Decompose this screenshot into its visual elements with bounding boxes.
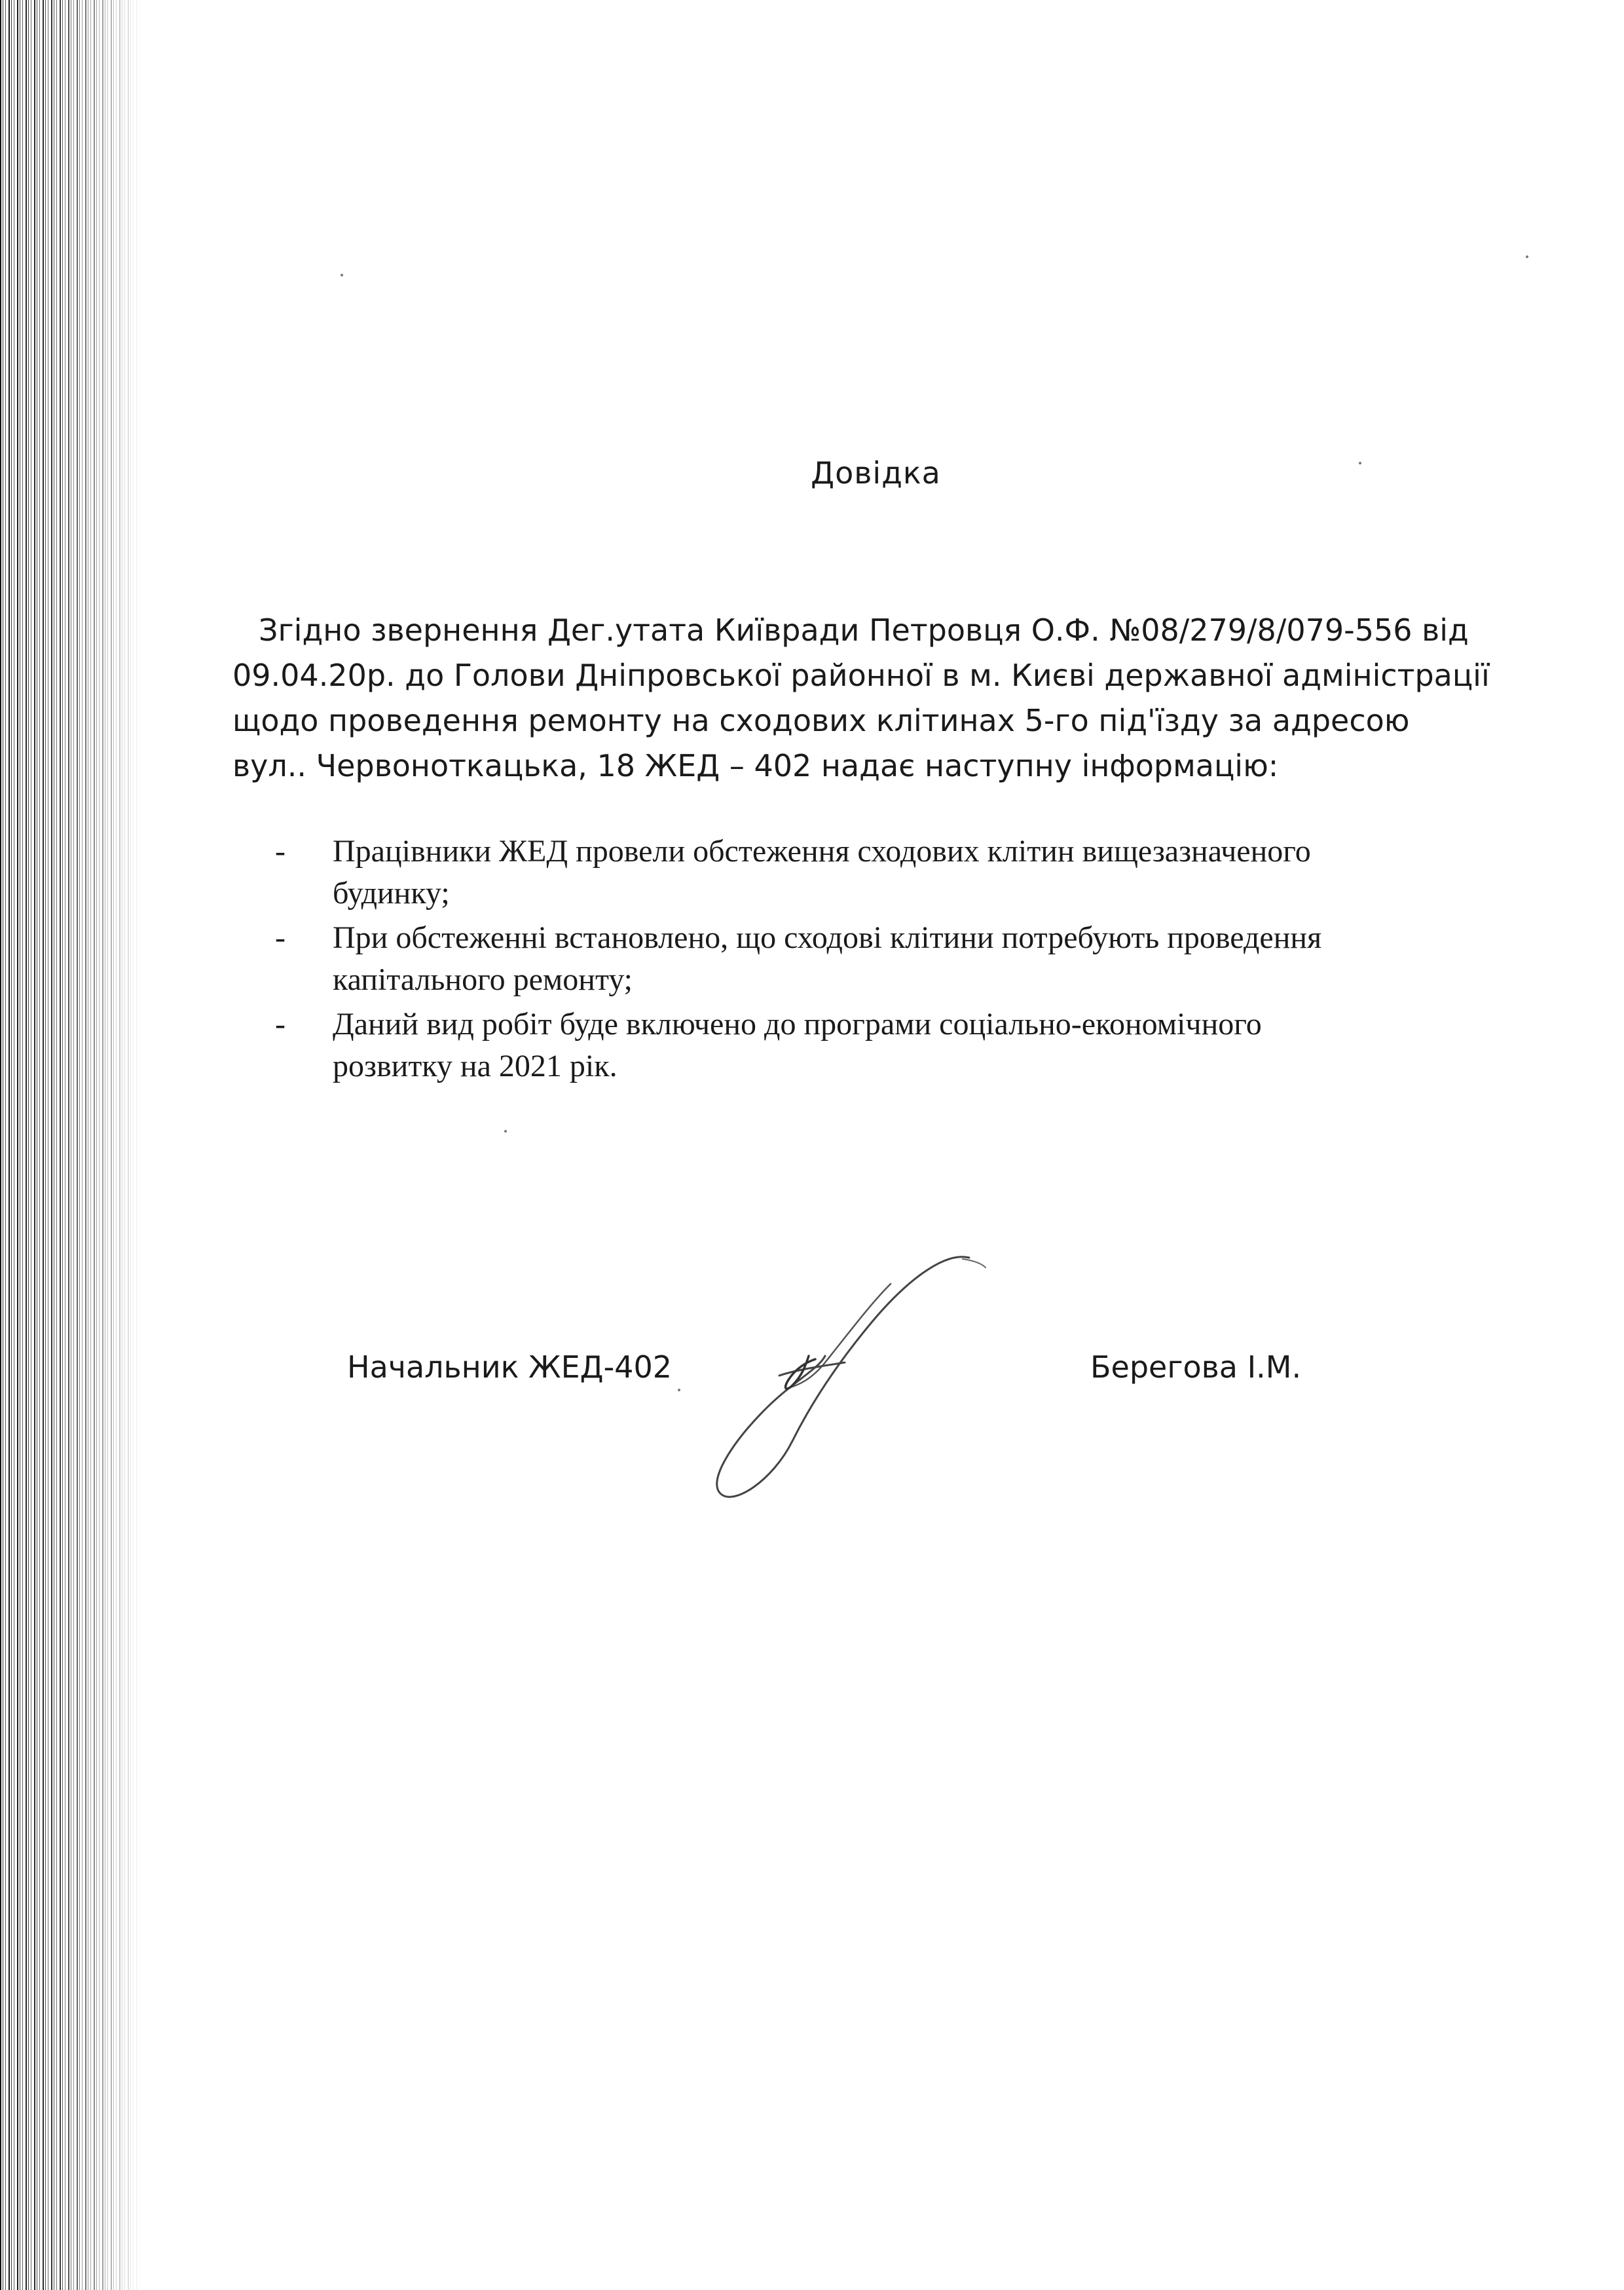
scan-speck <box>1526 255 1528 258</box>
intro-line: 09.04.20р. до Голови Дніпровської районної в м. Києві державної адміністрації <box>232 658 1490 693</box>
list-item-line: капітального ремонту; <box>333 962 633 997</box>
list-item-line: розвитку на 2021 рік. <box>333 1049 618 1083</box>
list-item-line: Даний вид робіт буде включено до програми соціально-економічного <box>333 1007 1262 1042</box>
intro-paragraph <box>232 608 1516 789</box>
intro-line: Згідно звернення Дег.утата Київради Петровця О.Ф. №08/279/8/079-556 від <box>259 612 1469 648</box>
list-item-line: При обстеженні встановлено, що сходові клітини потребують проведення <box>333 920 1322 955</box>
list-item <box>275 917 1506 1001</box>
intro-line: щодо проведення ремонту на сходових клітинах 5-го під'їзду за адресою <box>232 703 1410 738</box>
signatory-name: Берегова І.М. <box>1090 1349 1302 1385</box>
list-dash: - <box>275 1007 286 1042</box>
list-dash: - <box>275 834 286 869</box>
scan-speck <box>678 1389 680 1391</box>
list-item <box>275 831 1506 914</box>
list-item-line: будинку; <box>333 876 450 910</box>
list-item-line: Працівники ЖЕД провели обстеження сходових клітин вищезазначеного <box>333 834 1311 869</box>
findings-list <box>275 831 1506 1090</box>
signatory-role: Начальник ЖЕД-402 <box>347 1349 672 1385</box>
scan-speck <box>341 274 343 276</box>
document-title: Довідка <box>811 455 941 491</box>
list-item <box>275 1004 1506 1087</box>
handwritten-signature <box>694 1245 995 1520</box>
list-dash: - <box>275 920 286 955</box>
intro-line: вул.. Червоноткацька, 18 ЖЕД – 402 надає наступну інформацію: <box>232 748 1279 783</box>
scan-edge-artifact <box>0 0 141 2290</box>
scan-speck <box>504 1130 507 1133</box>
